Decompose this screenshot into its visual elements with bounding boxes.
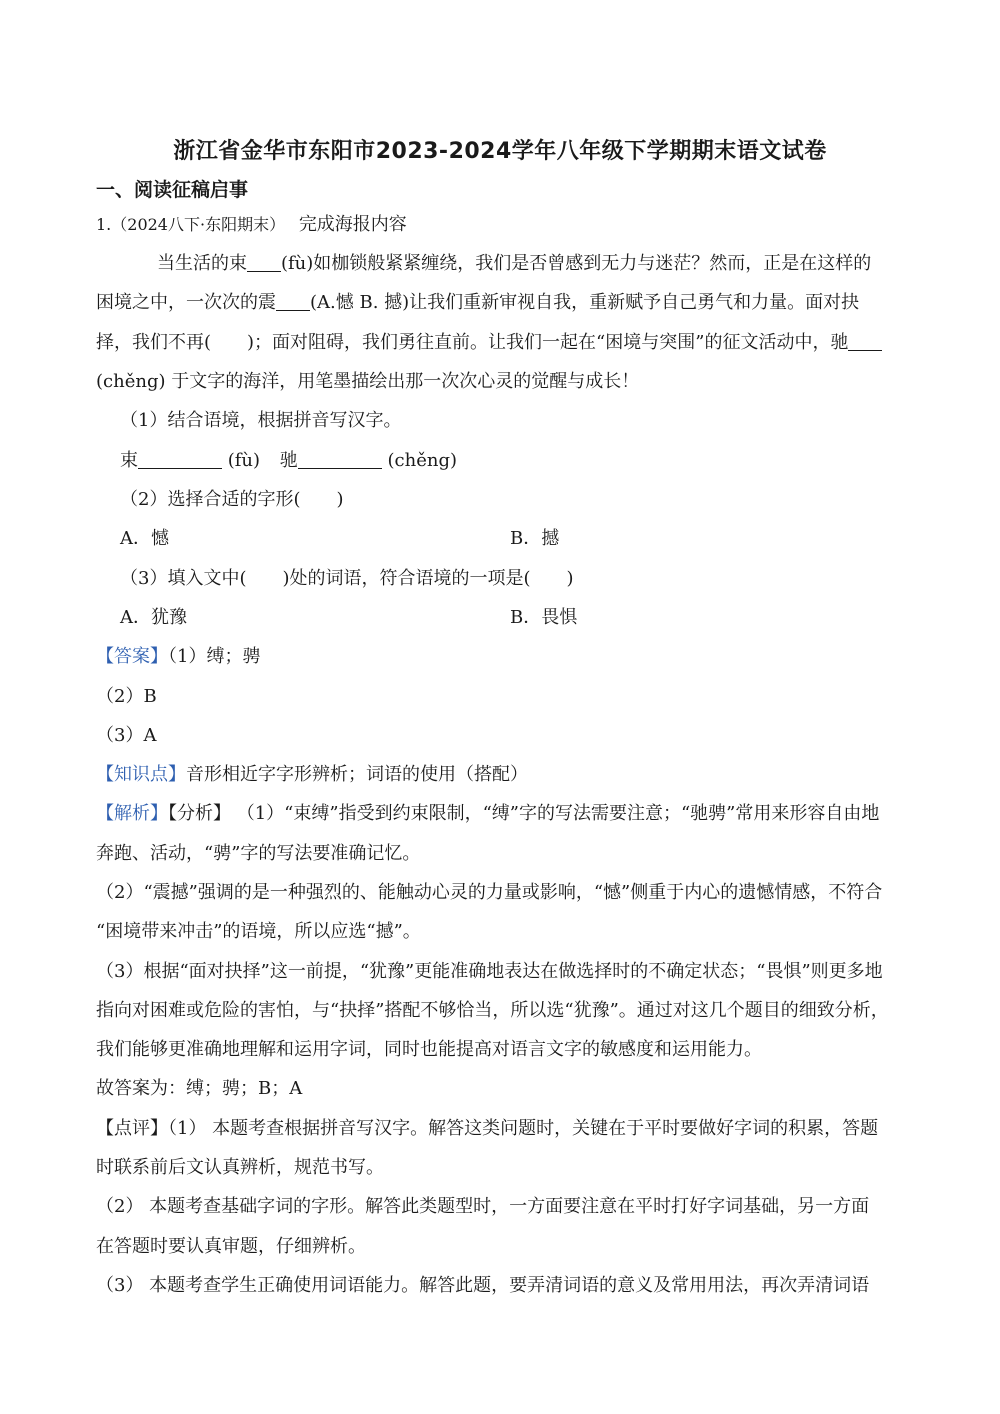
fill-blank	[848, 332, 882, 351]
passage-line: 困境之中，一次次的震 (A.憾 B. 撼)让我们重新审视自我，重新赋予自己勇气和力量。面对抉	[96, 292, 860, 313]
option-b: B．畏惧	[510, 607, 578, 628]
sub-question-1: （1）结合语境，根据拼音写汉字。	[120, 410, 402, 431]
comment-line: 时联系前后文认真辨析，规范书写。	[96, 1157, 384, 1178]
option-a: A．犹豫	[120, 607, 187, 628]
answer-line: 【答案】（1）缚；骋	[96, 646, 261, 667]
passage-line: 择，我们不再( )；面对阻碍，我们勇往直前。让我们一起在“困境与突围”的征文活动中，驰	[96, 328, 882, 354]
question-number: 1.	[96, 215, 112, 234]
passage-line: 当生活的束 (fù)如枷锁般紧紧缠绕，我们是否曾感到无力与迷茫？然而，正是在这样的	[157, 253, 872, 274]
option-a: A．憾	[120, 528, 169, 549]
fill-blank	[276, 292, 310, 311]
answer-line: （3）A	[96, 725, 157, 746]
analysis-line: （3）根据“面对抉择”这一前提，“犹豫”更能准确地表达在做选择时的不确定状态；“畏惧”则更多地	[96, 961, 883, 982]
knowledge-tag: 【知识点】	[96, 764, 186, 785]
question-source: （2024八下·东阳期末）	[111, 215, 286, 234]
answer-blank	[138, 450, 222, 469]
sub-question-3: （3）填入文中( )处的词语，符合语境的一项是( )	[120, 568, 574, 589]
answer-line: （2）B	[96, 686, 157, 707]
analysis-line: 指向对困难或危险的害怕，与“抉择”搭配不够恰当，所以选“犹豫”。通过对这几个题目的细致分析，	[96, 1000, 889, 1021]
analysis-line: 奔跑、活动，“骋”字的写法要准确记忆。	[96, 843, 421, 864]
answer-tag: 【答案】	[96, 646, 168, 667]
section-heading: 一、阅读征稿启事	[96, 179, 249, 201]
question-header	[96, 210, 407, 236]
comment-line: 在答题时要认真审题，仔细辨析。	[96, 1236, 366, 1257]
analysis-line: 我们能够更准确地理解和运用字词，同时也能提高对语言文字的敏感度和运用能力。	[96, 1039, 762, 1060]
question-prompt: 完成海报内容	[298, 214, 407, 235]
analysis-line: （2）“震撼”强调的是一种强烈的、能触动心灵的力量或影响，“憾”侧重于内心的遗憾情感，不符合	[96, 882, 883, 903]
comment-line: 【点评】（1） 本题考查根据拼音写汉字。解答这类问题时，关键在于平时要做好字词的积累，答题	[96, 1118, 879, 1139]
knowledge-line: 【知识点】音形相近字字形辨析；词语的使用（搭配）	[96, 764, 528, 785]
final-answer-line: 故答案为：缚；骋；B；A	[96, 1078, 303, 1099]
analysis-line: 【解析】【分析】 （1）“束缚”指受到约束限制，“缚”字的写法需要注意；“驰骋”常用来形容自由地	[96, 803, 880, 824]
comment-line: （2） 本题考查基础字词的字形。解答此类题型时，一方面要注意在平时打好字词基础，另一方面	[96, 1196, 870, 1217]
sub-question-1-blanks: 束 (fù) 驰 (chěng)	[120, 450, 458, 471]
passage-line: (chěng) 于文字的海洋，用笔墨描绘出那一次次心灵的觉醒与成长！	[96, 371, 640, 392]
fill-blank	[247, 253, 281, 272]
answer-blank	[298, 450, 382, 469]
sub-question-2: （2）选择合适的字形( )	[120, 489, 344, 510]
page-title: 浙江省金华市东阳市2023-2024学年八年级下学期期末语文试卷	[173, 139, 827, 164]
analysis-tag: 【解析】	[96, 803, 168, 824]
comment-line: （3） 本题考查学生正确使用词语能力。解答此题，要弄清词语的意义及常用用法，再次弄清词语	[96, 1275, 870, 1296]
option-b: B．撼	[510, 528, 560, 549]
analysis-line: “困境带来冲击”的语境，所以应选“撼”。	[96, 921, 421, 942]
